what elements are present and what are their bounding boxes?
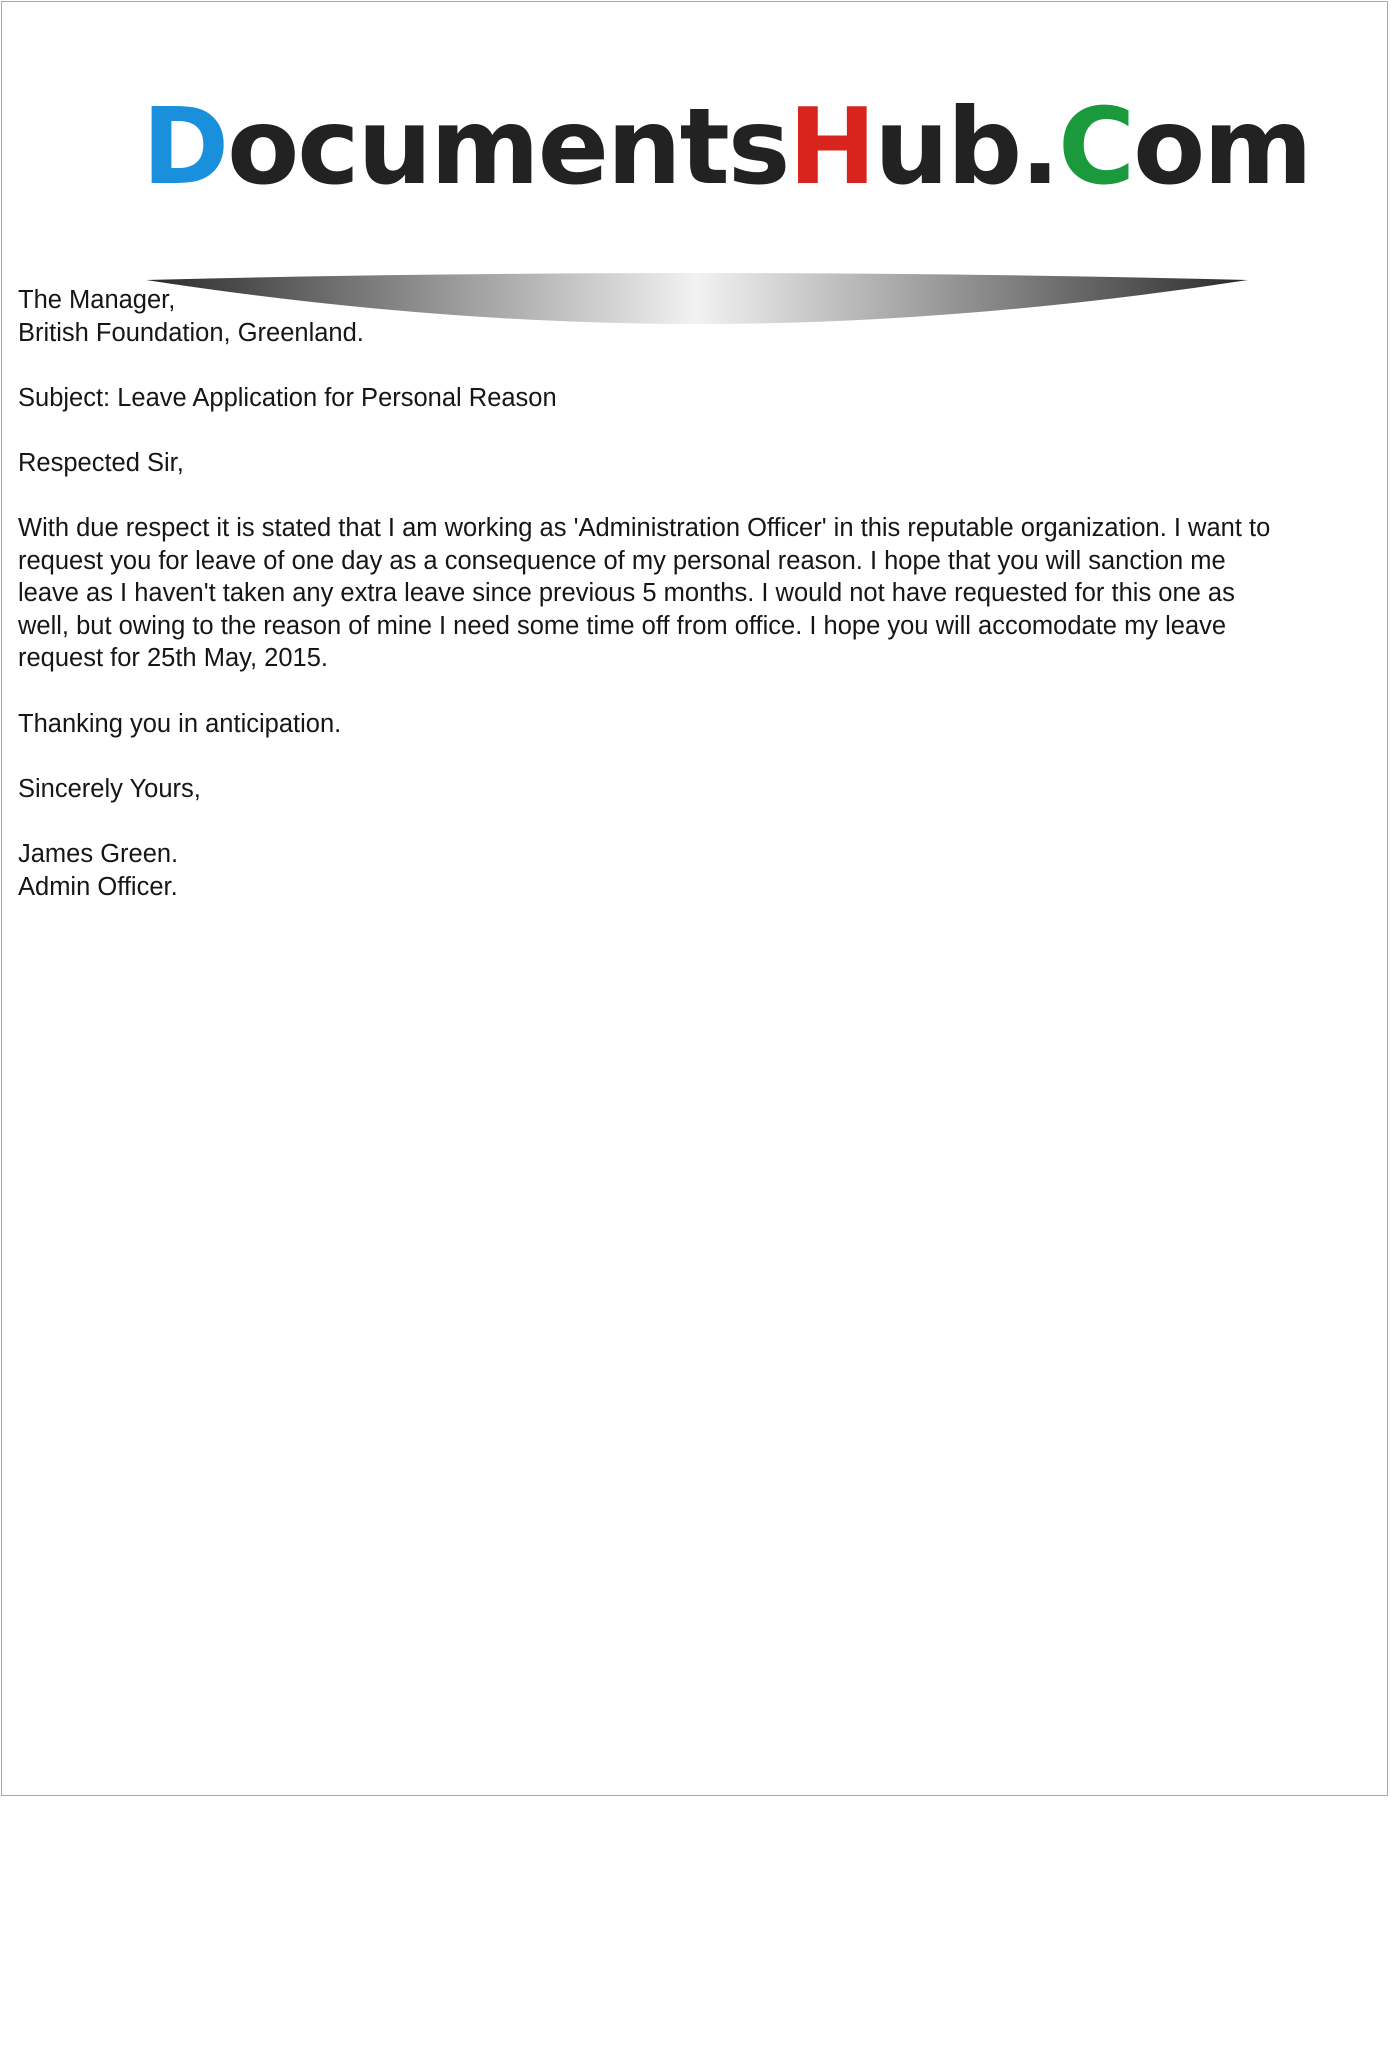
body-paragraph [18, 512, 1368, 675]
closing-thanks: Thanking you in anticipation. [18, 710, 342, 738]
logo-letter-d: D [142, 86, 228, 208]
logo-letter-h: H [788, 86, 875, 208]
logo-text-ocuments: ocuments [227, 86, 789, 208]
salutation-block [18, 447, 1368, 480]
body-line: leave as I haven't taken any extra leave since previous 5 months. I would not have requested for this one as [18, 579, 1235, 608]
logo-text-om: om [1133, 86, 1311, 208]
subject-line: Subject: Leave Application for Personal Reason [18, 384, 557, 412]
subject-block [18, 382, 1368, 415]
sign-off-block [18, 773, 1368, 806]
body-line: With due respect it is stated that I am working as 'Administration Officer' in this reputable organization. I want to [18, 514, 1271, 542]
body-line: well, but owing to the reason of mine I need some time off from office. I hope you will accomodate my leave [18, 611, 1227, 640]
signature-name: James Green. [18, 840, 179, 868]
recipient-organization: British Foundation, Greenland. [18, 318, 364, 347]
closing-thanks-block [18, 708, 1368, 741]
signature-title: Admin Officer. [18, 872, 178, 901]
salutation: Respected Sir, [18, 449, 184, 477]
logo-text-ub: ub. [874, 86, 1059, 208]
recipient-block [18, 284, 1368, 349]
logo-letter-c: C [1058, 86, 1134, 208]
signature-block [18, 838, 1368, 903]
body-line: request for 25th May, 2015. [18, 644, 328, 673]
sign-off: Sincerely Yours, [18, 775, 201, 803]
logo-wordmark [142, 82, 1311, 212]
documentshub-logo [142, 82, 1311, 257]
body-line: request you for leave of one day as a consequence of my personal reason. I hope that you will sanction me [18, 546, 1226, 575]
recipient-line: The Manager, [18, 286, 176, 314]
